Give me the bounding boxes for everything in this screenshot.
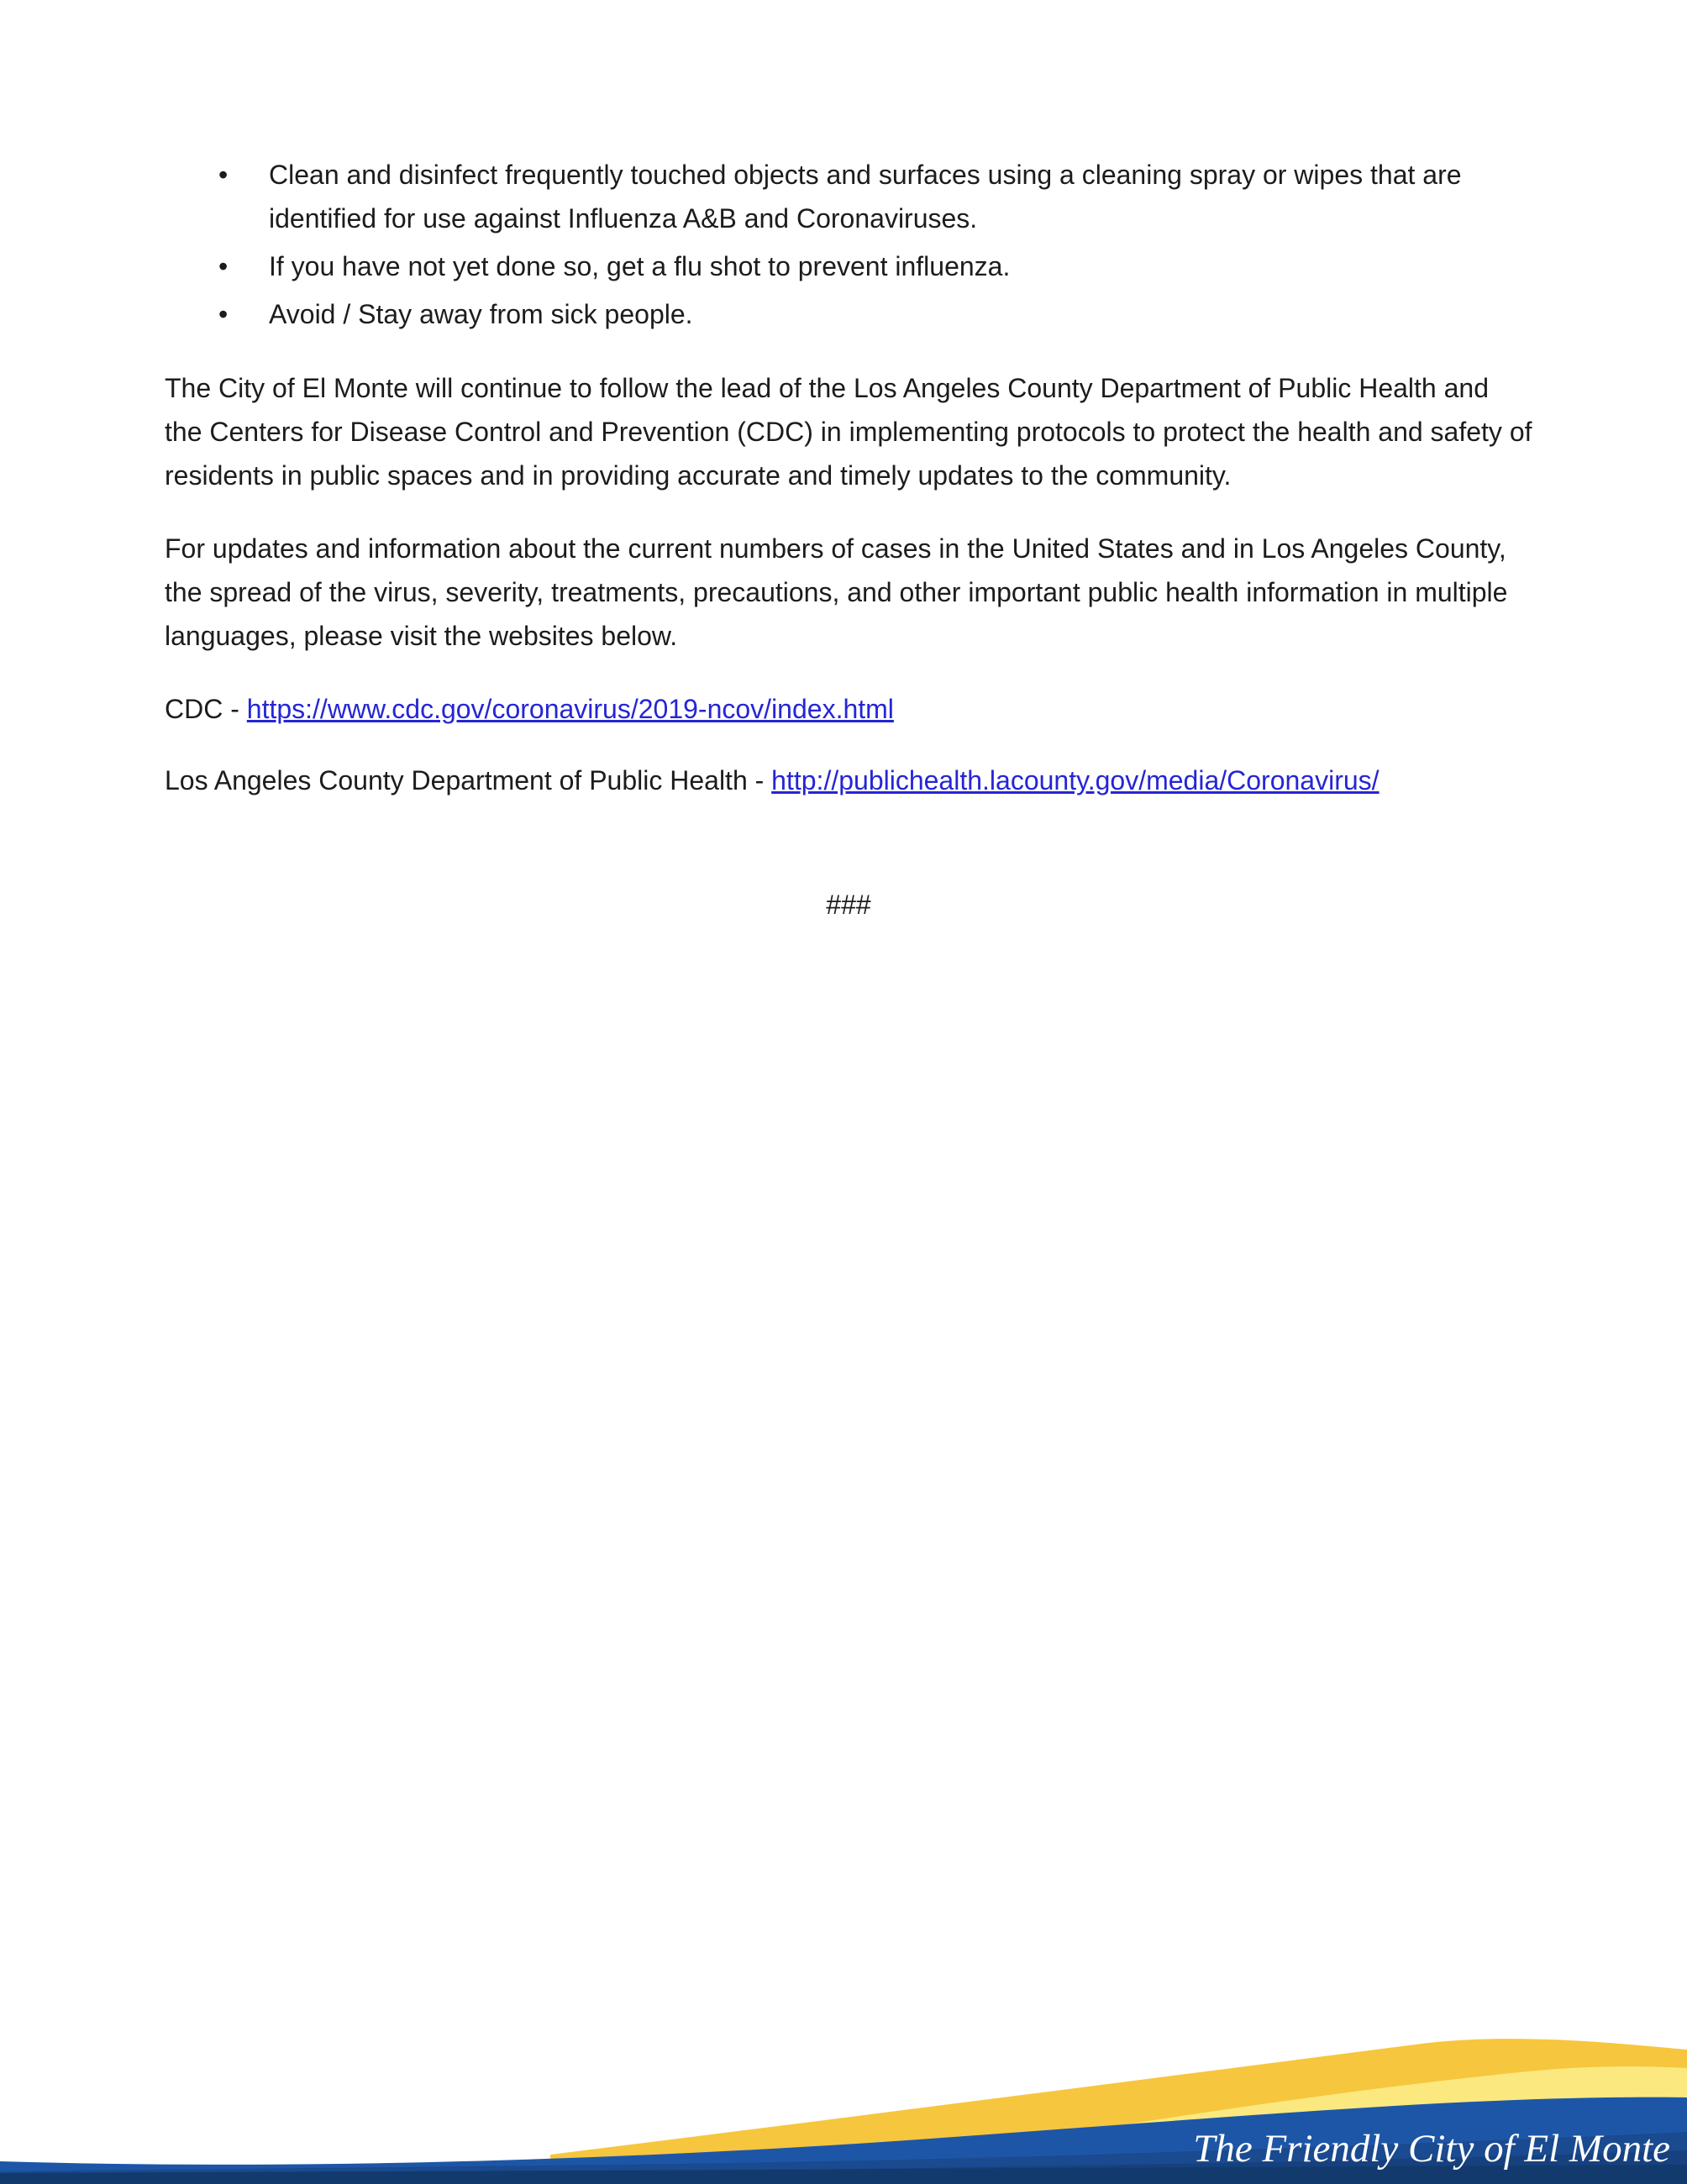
document-body (165, 153, 1532, 927)
link-prefix-text: CDC - (165, 694, 247, 724)
cdc-link-line (165, 687, 1532, 731)
list-item-text: Avoid / Stay away from sick people. (269, 299, 693, 329)
end-marker: ### (826, 890, 871, 920)
bullet-icon: • (218, 251, 229, 281)
paragraph: For updates and information about the current numbers of cases in the United States and in Los Angeles County, the spread of the virus, severity, treatments, precautions, and other important public health information in multiple languages, please visit the websites below. (165, 533, 1508, 651)
lacounty-link-line (165, 759, 1532, 802)
cdc-link[interactable]: https://www.cdc.gov/coronavirus/2019-ncov/index.html (246, 694, 894, 724)
list-item-text: If you have not yet done so, get a flu shot to prevent influenza. (269, 251, 1011, 281)
paragraph: The City of El Monte will continue to follow the lead of the Los Angeles County Department of Public Health and the Centers for Disease Control and Prevention (CDC) in implementing protocols to protect the health and safety of residents in public spaces and in providing accurate and timely updates to the community. (165, 373, 1532, 491)
bullet-icon: • (218, 299, 229, 329)
bullet-icon: • (218, 160, 229, 190)
list-item (165, 244, 1532, 288)
list-item-text: Clean and disinfect frequently touched objects and surfaces using a cleaning spray or wipes that are identified for use against Influenza A&B and Coronaviruses. (269, 160, 1462, 234)
list-item (165, 153, 1532, 240)
footer-tagline: The Friendly City of El Monte (1193, 2127, 1670, 2171)
footer-wave-banner (0, 1999, 1687, 2184)
bullet-list (165, 153, 1532, 336)
list-item (165, 292, 1532, 336)
link-prefix-text: Los Angeles County Department of Public Health - (165, 765, 772, 795)
lacounty-link[interactable]: http://publichealth.lacounty.gov/media/Coronavirus/ (771, 765, 1380, 795)
